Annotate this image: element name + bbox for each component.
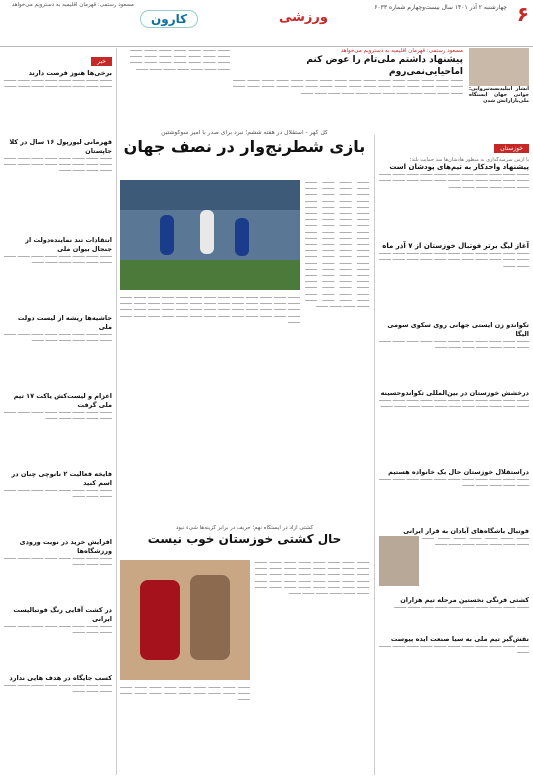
wrestling-kicker: کشتی آزاد در ایستگاه نهم؛ حریف در برابر گزینه‌ها شیء نبود <box>175 525 314 531</box>
right-headline-1: پیشنهاد واحدکار به تیم‌های پودشان است <box>389 163 529 172</box>
right-column-tag: خوزستان <box>494 144 529 153</box>
main-story-head <box>120 130 369 180</box>
top-story-kicker: مسعود رستمی: قهرمان اقلیمیه به دسترویم می‌خواهد <box>340 48 463 54</box>
top-story <box>233 48 463 128</box>
left-headline-8: در کشت آقایی رنگ فوتبالیست ایرانی <box>13 606 112 623</box>
issue-info: چهارشنبه ۲ آذر ۱۴۰۱ سال بیست‌وچهارم شماره ۶۰۳۳ <box>374 4 507 11</box>
right-portrait <box>379 536 419 586</box>
right-headline-8: نقش‌گیر تیم ملی به سیا صنعت ایده پیوست <box>390 635 529 644</box>
left-headline-6: فایخه فعالیت ۲ نانوچی چنان در اسم کنید <box>11 470 112 487</box>
left-headline-1: برخی‌ها هنوز فرصت دارند <box>28 69 112 77</box>
left-column: خبر برخی‌ها هنوز فرصت دارند ──── ──── ──── ──── ──── ──── ──── ──── ──── ──── ──── ──── ──── ──── ──── ──── قهرمانی لیورپول ۱۶ سال در کلا جاپستان ──── ──── ──── ──── ──── ──── ──── ──── ──── ──── ──── ──── ──── ──── ──── ──── ──── ──── ──── ──── انتقادات تند نماینده‌دولت از جنجال بیوان ملی ──── ──── ──── ──── ──── ──── ──── ──── ──── ──── ──── ──── ──── ──── حاشیه‌ها ریشه از لیست دولت ملی ──── ──── ──── ──── ──── ──── ──── ──── ──── ──── ──── ──── ──── ──── اعزام و لیست‌کش یاکت ۱۷ تیم ملی گرفت ──── ──── ──── ──── ──── ──── ──── ──── ──── ──── ──── ──── ──── فایخه فعالیت ۲ نانوچی چنان در اسم کنید ──── ──── ──── ──── ──── ──── ──── ──── ──── ──── ──── افزایش خرید در نوبت ورودی ورزشگاه‌ها ──── ──── ──── ──── ──── ──── ──── ──── ──── ──── ──── در کشت آقایی رنگ فوتبالیست ایرانی ──── ──── ──── ──── ──── ──── ──── ──── ──── ──── ──── کسب جایگاه در هدف هایی ندارد ──── ──── ──── ──── ──── ──── ──── ──── ──── ──── ──── <box>4 58 112 696</box>
wrestling-head <box>120 525 369 555</box>
right-kicker: با آزمن سرمیه‌گذاری به منظور هادشان‌ها سد حمایت بلند؛ <box>409 157 529 163</box>
wrestling-photo <box>120 560 250 680</box>
right-headline-2: آغاز لیگ برتر فوتبال خوزستان از ۷ آذر ماه <box>382 242 529 251</box>
right-headline-5: دراستقلال خوزستان حال بک خانواده هستیم <box>388 468 529 477</box>
top-story-side <box>469 48 529 104</box>
header-left-note: مسعود رستمی: قهرمان اقلیمیه به دسترویم می‌خواهد <box>11 2 134 8</box>
top-left-story: ──── ──── ──── ──── ──── ──── ──── ──── ──── ──── ──── ──── ──── ──── ──── ──── ──── ──── ──── ──── ──── ──── ──── ──── ──── ──── ──── ──── <box>130 48 230 73</box>
section-title: ورزشی <box>279 10 328 25</box>
left-headline-7: افزایش خرید در نوبت ورودی ورزشگاه‌ها <box>19 538 112 555</box>
page-header <box>0 0 533 47</box>
left-headline-9: کسب جایگاه در هدف هایی ندارد <box>9 674 112 682</box>
left-headline-2: قهرمانی لیورپول ۱۶ سال در کلا جاپستان <box>9 138 112 155</box>
top-story-caption: انشار ابیلیدیسه‌تپرواپی: جوانی جهان ایستگاه ملی‌بازارانش شدن <box>469 86 529 104</box>
newspaper-logo: کارون <box>140 10 198 28</box>
right-column: خوزستان با آزمن سرمیه‌گذاری به منظور هادشان‌ها سد حمایت بلند؛ پیشنهاد واحدکار به تیم‌های پودشان است ──── ──── ──── ──── ──── ──── ──── ──── ──── ──── ──── ──── ──── ──── ──── ──── ──── ──── ──── ──── ──── ──── ──── ──── ──── ──── ──── ──── آغاز لیگ برتر فوتبال خوزستان از ۷ آذر ماه ──── ──── ──── ──── ──── ──── ──── ──── ──── ──── ──── ──── ──── ──── ──── ──── ──── ──── ──── ──── ──── ──── ──── ──── تکواندو زن ایستی جهانی روی سکوی سومی الیگا ──── ──── ──── ──── ──── ──── ──── ──── ──── ──── ──── ──── ──── ──── ──── ──── ──── ──── درخشش خوزستان در بین‌المللی تکواندو‌حسینه ──── ──── ──── ──── ──── ──── ──── ──── ──── ──── ──── ──── ──── ──── ──── ──── ──── ──── ──── ──── ──── ──── دراستقلال خوزستان حال بک خانواده هستیم ──── ──── ──── ──── ──── ──── ──── ──── ──── ──── ──── ──── ──── ──── ──── ──── فوتبال باشگاه‌های آبادان به قرار ایرانی ──── ──── ──── ──── ──── ──── ──── ──── ──── ──── ──── ──── ──── ──── کشتی فرنگی نخستین مرحله تیم هزاران ──── ──── ──── ──── ──── ──── ──── ──── ──── ──── نقش‌گیر تیم ملی به سیا صنعت ایده پیوست ──── ──── ──── ──── ──── ──── ──── ──── ──── ──── ──── ──── <box>379 145 529 657</box>
top-story-body: ──── ──── ──── ──── ──── ──── ──── ──── ──── ──── ──── ──── ──── ──── ──── ──── ──── ──── ──── ──── ──── ──── ──── ──── ──── ──── ──── ──── ──── ──── ──── ──── ──── ──── ──── ──── ──── ──── ──── ──── ──── ──── ──── ──── <box>233 78 463 97</box>
main-story-body: ──── ──── ──── ──── ──── ──── ──── ──── ──── ──── ──── ──── ──── ──── ──── ──── ──── ──── ──── ──── ──── ──── ──── ──── ──── ──── ──── ──── ──── ──── ──── ──── ──── ──── ──── ──── ──── ──── ──── ──── ──── ──── ──── ──── ──── ──── ──── ──── ──── ──── ──── ──── ──── ──── ──── ──── ──── ──── ──── ──── ──── ──── ──── ──── ──── ──── ──── ──── ──── ──── ──── ──── ──── ──── ──── ──── ──── ──── ──── ──── ──── ──── ──── ──── <box>305 180 369 311</box>
wrestling-body: ──── ──── ──── ──── ──── ──── ──── ──── ──── ──── ──── ──── ──── ──── ──── ──── ──── ──── ──── ──── ──── ──── ──── ──── ──── ──── ──── ──── ──── ──── ──── ──── ──── ──── ──── ──── ──── ──── ──── ──── ──── ──── ──── ──── ──── ──── <box>255 560 369 598</box>
page-number: ۶ <box>516 2 529 26</box>
right-headline-7: کشتی فرنگی نخستین مرحله تیم هزاران <box>400 596 529 605</box>
top-story-portrait <box>469 48 529 86</box>
left-headline-4: حاشیه‌ها ریشه از لیست دولت ملی <box>17 314 112 331</box>
right-headline-4: درخشش خوزستان در بین‌المللی تکواندو‌حسینه <box>380 389 529 398</box>
wrestling-body-2: ──── ──── ──── ──── ──── ──── ──── ──── ──── ──── ──── ──── ──── ──── ──── ──── ──── ──── ──── <box>120 685 250 704</box>
left-headline-3: انتقادات تند نماینده‌دولت از جنجال بیوان ملی <box>25 236 112 253</box>
main-story-photo <box>120 180 300 290</box>
main-story-body-2: ──── ──── ──── ──── ──── ──── ──── ──── ──── ──── ──── ──── ──── ──── ──── ──── ──── ──── ──── ──── ──── ──── ──── ──── ──── ──── ──── ──── ──── ──── ──── ──── ──── ──── ──── ──── ──── ──── ──── ──── ──── ──── ──── ──── ──── ──── ──── ──── ──── ──── ──── ──── ──── <box>120 295 300 326</box>
right-headline-6: فوتبال باشگاه‌های آبادان به قرار ایرانی <box>403 527 529 536</box>
main-story-kicker: گل گهر - استقلال در هفته ششم؛ نبرد برای صدر با امیر سوکوشتین <box>161 130 328 136</box>
left-column-tag: خبر <box>91 57 112 66</box>
main-story-headline: بازی شطرنج‌وار در نصف جهان <box>123 137 366 157</box>
wrestling-headline: حال کشتی خوزستان خوب نیست <box>147 532 342 547</box>
top-story-headline: پیشنهاد داشتم ملی‌تام را عوض کنم اماحیایی‌نمی‌روم <box>306 55 463 78</box>
left-headline-5: اعزام و لیست‌کش یاکت ۱۷ تیم ملی گرفت <box>13 392 112 409</box>
right-headline-3: تکواندو زن ایستی جهانی روی سکوی سومی الیگا <box>387 321 529 339</box>
